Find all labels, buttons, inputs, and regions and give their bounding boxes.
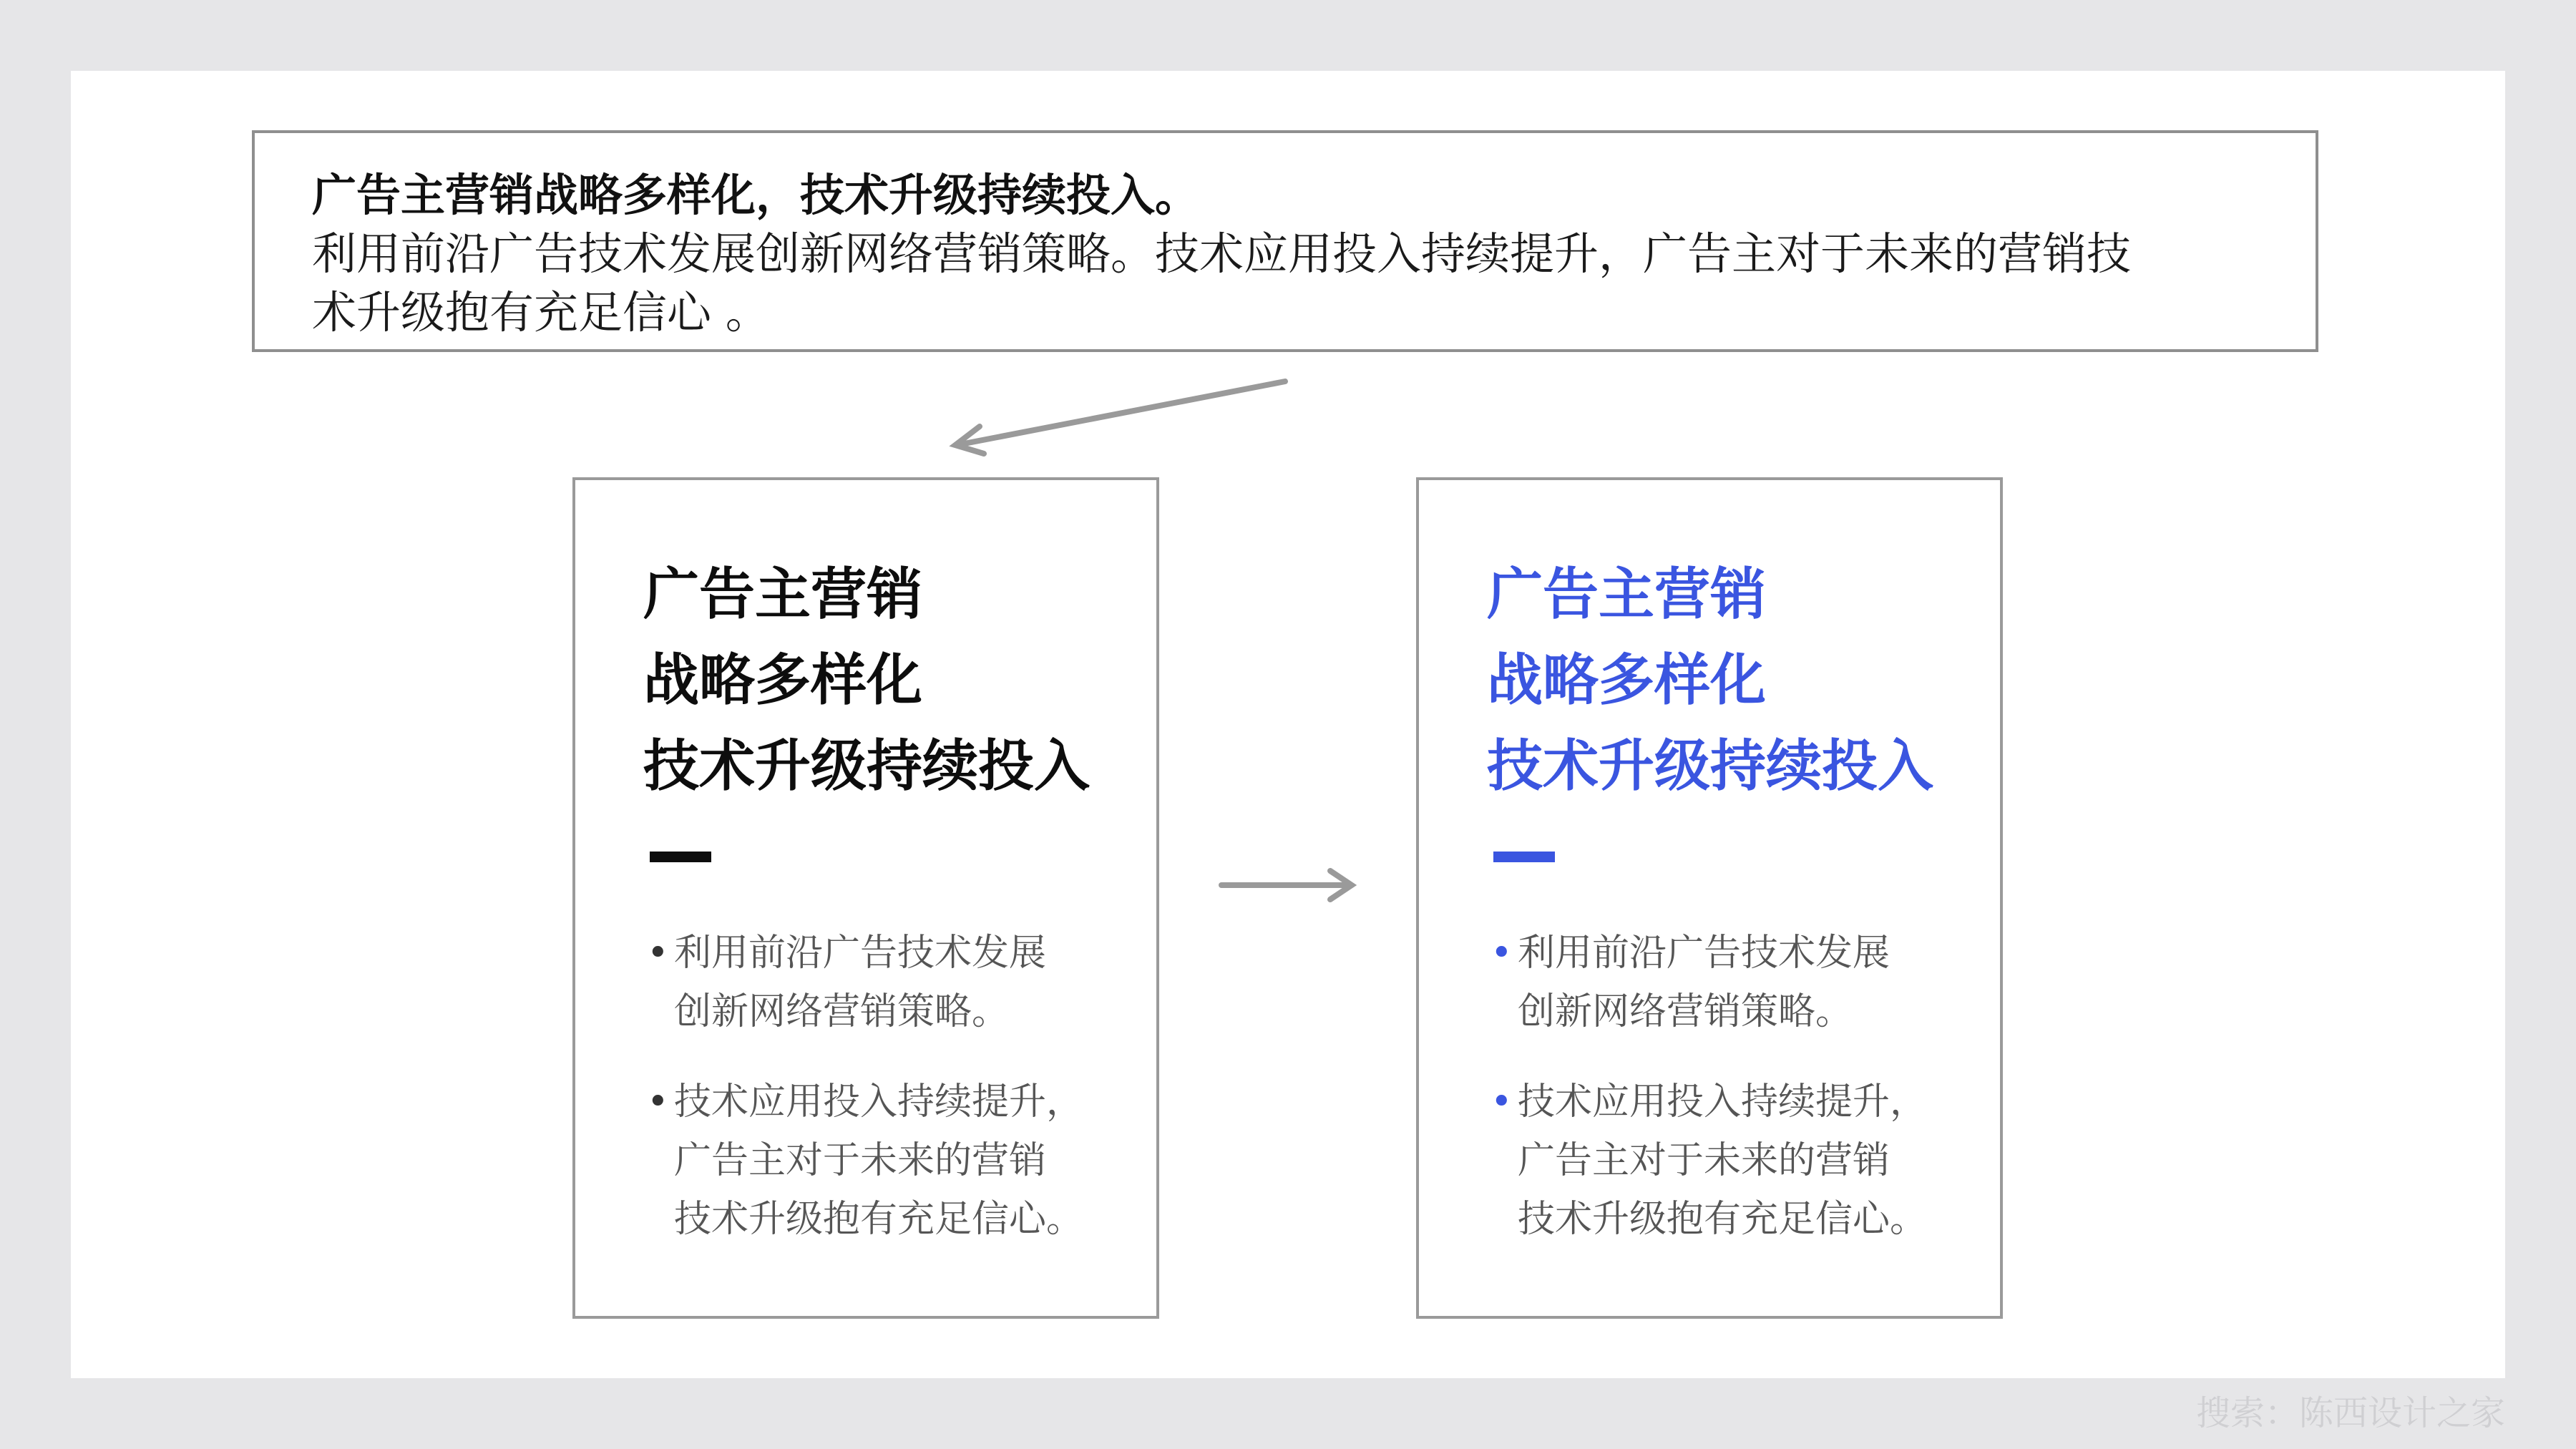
heading-divider xyxy=(650,852,711,862)
card-heading-line: 广告主营销 xyxy=(643,562,923,627)
diagonal-arrow-icon xyxy=(955,381,1285,454)
card-black xyxy=(572,477,1159,1319)
watermark-text: 搜索：陈西设计之家 xyxy=(2195,1393,2505,1433)
bullet-text: 广告主对于未来的营销 xyxy=(1518,1139,1890,1182)
right-arrow-icon xyxy=(1221,871,1352,899)
bullet-text: 创新网络营销策略。 xyxy=(1518,990,1853,1033)
bullet-text: 技术升级抱有充足信心。 xyxy=(674,1198,1084,1241)
bullet-text: 技术应用投入持续提升， xyxy=(674,1080,1084,1123)
bullet-dot-icon: • xyxy=(1491,932,1513,975)
bullet-item xyxy=(1491,924,1984,1041)
bullet-text: 利用前沿广告技术发展 xyxy=(1518,932,1890,975)
summary-title: 广告主营销战略多样化，技术升级持续投入。 xyxy=(312,169,1200,221)
summary-box xyxy=(252,130,2318,352)
summary-body xyxy=(312,225,2287,342)
bullet-text: 创新网络营销策略。 xyxy=(674,990,1010,1033)
bullet-text: 广告主对于未来的营销 xyxy=(674,1139,1047,1182)
card-blue xyxy=(1416,477,2003,1319)
card-heading xyxy=(1487,552,1933,809)
bullet-item xyxy=(647,924,1141,1041)
bullet-text: 利用前沿广告技术发展 xyxy=(674,932,1047,975)
card-heading xyxy=(643,552,1090,809)
bullet-item xyxy=(1491,1073,1984,1249)
card-heading-line: 技术升级持续投入 xyxy=(1487,734,1934,799)
bullet-dot-icon: • xyxy=(647,1080,669,1123)
bullet-dot-icon: • xyxy=(647,932,669,975)
bullet-list xyxy=(1491,924,1984,1280)
summary-body-line: 术升级抱有充足信心 。 xyxy=(312,286,770,338)
bullet-text: 技术应用投入持续提升， xyxy=(1518,1080,1928,1123)
bullet-list xyxy=(647,924,1141,1280)
card-heading-line: 广告主营销 xyxy=(1487,562,1767,627)
slide xyxy=(71,71,2505,1378)
bullet-text: 技术升级抱有充足信心。 xyxy=(1518,1198,1928,1241)
card-heading-line: 战略多样化 xyxy=(643,648,923,713)
summary-body-line: 利用前沿广告技术发展创新网络营销策略。技术应用投入持续提升，广告主对于未来的营销技 xyxy=(312,228,2132,280)
card-heading-line: 战略多样化 xyxy=(1487,648,1767,713)
card-heading-line: 技术升级持续投入 xyxy=(643,734,1091,799)
bullet-dot-icon: • xyxy=(1491,1080,1513,1123)
bullet-item xyxy=(647,1073,1141,1249)
heading-divider xyxy=(1493,852,1555,862)
